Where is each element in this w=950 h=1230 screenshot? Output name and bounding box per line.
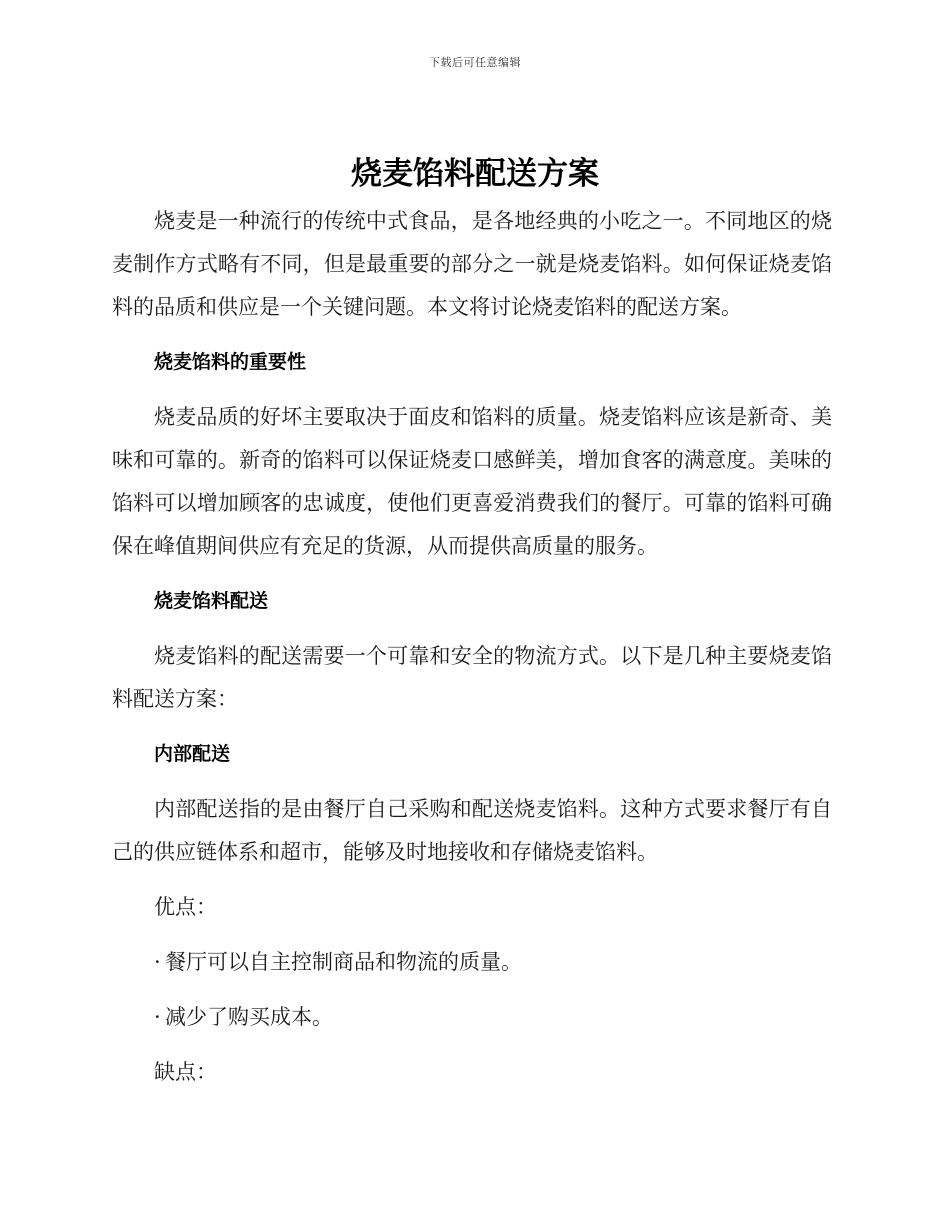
internal-paragraph: 内部配送指的是由餐厅自己采购和配送烧麦馅料。这种方式要求餐厅有自己的供应链体系和超市，能够及时地接收和存储烧麦馅料。 [112, 797, 832, 864]
pros-item-text: 减少了购买成本。 [165, 1005, 333, 1029]
pros-item-text: 餐厅可以自主控制商品和物流的质量。 [165, 950, 522, 974]
intro-paragraph: 烧麦是一种流行的传统中式食品，是各地经典的小吃之一。不同地区的烧麦制作方式略有不同，但是最重要的部分之一就是烧麦馅料。如何保证烧麦馅料的品质和供应是一个关键问题。本文将讨论烧麦馅料的配送方案。 [112, 209, 832, 319]
bullet-dot-icon: · [154, 1005, 161, 1029]
list-item [112, 996, 832, 1039]
section-heading-internal: 内部配送 [154, 743, 231, 765]
section-heading-delivery: 烧麦馅料配送 [154, 590, 269, 612]
pros-label: 优点： [154, 895, 217, 919]
importance-paragraph: 烧麦品质的好坏主要取决于面皮和馅料的质量。烧麦馅料应该是新奇、美味和可靠的。新奇的馅料可以保证烧麦口感鲜美，增加食客的满意度。美味的馅料可以增加顾客的忠诚度，使他们更喜爱消费我们的餐厅。可靠的馅料可确保在峰值期间供应有充足的货源，从而提供高质量的服务。 [112, 405, 832, 558]
document-body [112, 200, 832, 1094]
section-heading-importance: 烧麦馅料的重要性 [154, 351, 307, 373]
bullet-dot-icon: · [154, 950, 161, 974]
header-note: 下载后可任意编辑 [429, 56, 521, 69]
document-title: 烧麦馅料配送方案 [351, 156, 599, 192]
delivery-paragraph: 烧麦馅料的配送需要一个可靠和安全的物流方式。以下是几种主要烧麦馅料配送方案： [112, 644, 832, 711]
cons-label: 缺点： [154, 1060, 217, 1084]
list-item [112, 941, 832, 984]
